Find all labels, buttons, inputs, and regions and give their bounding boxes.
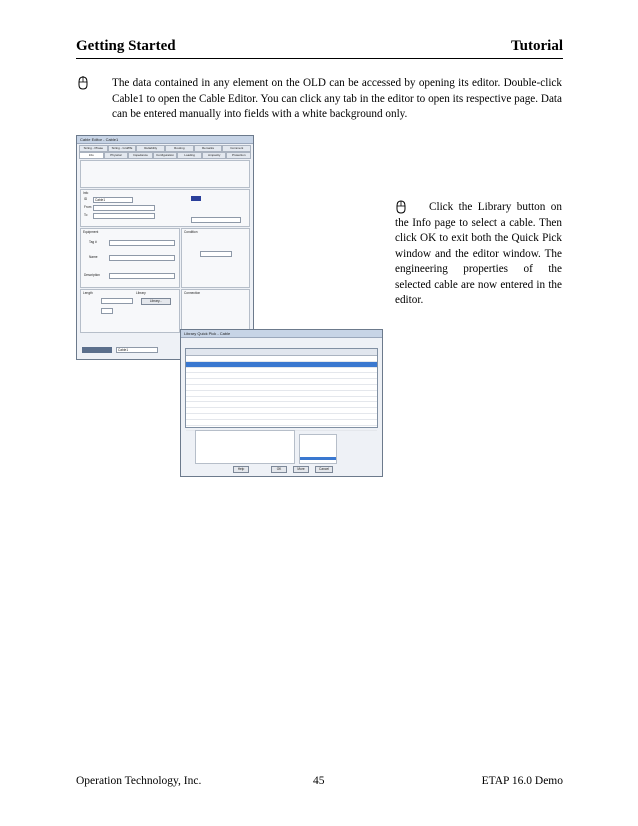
tab-sizing-grd[interactable]: Sizing - Grd/PE bbox=[108, 145, 137, 152]
more-button[interactable]: More bbox=[293, 466, 309, 473]
equipment-panel bbox=[80, 228, 180, 288]
cable-icon bbox=[191, 196, 201, 201]
tag-label: Tag # bbox=[89, 240, 97, 244]
footer-company: Operation Technology, Inc. bbox=[76, 775, 202, 787]
size-list-selected[interactable] bbox=[300, 457, 336, 460]
editor-toolbar-icons[interactable] bbox=[82, 347, 112, 353]
cable-editor-title: Cable Editor - Cable1 bbox=[77, 136, 253, 144]
id-value: Cable1 bbox=[95, 198, 106, 202]
tab-protection[interactable]: Protection bbox=[226, 152, 251, 159]
cable-summary-panel bbox=[80, 160, 250, 188]
library-button[interactable]: Library... bbox=[141, 298, 171, 305]
tab-ampacity[interactable]: Ampacity bbox=[202, 152, 227, 159]
length-label: Length bbox=[83, 291, 93, 295]
help-button[interactable]: Help bbox=[233, 466, 249, 473]
from-select[interactable] bbox=[93, 205, 155, 211]
cable-library-table[interactable] bbox=[185, 348, 378, 428]
page-number: 45 bbox=[313, 775, 325, 787]
footer-product: ETAP 16.0 Demo bbox=[481, 775, 563, 787]
tab-physical[interactable]: Physical bbox=[104, 152, 129, 159]
cable-editor-screenshot bbox=[76, 135, 254, 360]
library-instructions-paragraph bbox=[395, 200, 562, 309]
tab-info[interactable]: Info bbox=[79, 152, 104, 159]
cancel-button[interactable]: Cancel bbox=[315, 466, 333, 473]
tab-configuration[interactable]: Configuration bbox=[153, 152, 178, 159]
revision-field[interactable] bbox=[191, 217, 241, 223]
impedance-list[interactable] bbox=[195, 430, 295, 464]
tab-routing[interactable]: Routing bbox=[165, 145, 194, 152]
connection-panel bbox=[181, 289, 250, 333]
size-list[interactable] bbox=[299, 434, 337, 464]
quick-pick-title: Library Quick Pick - Cable bbox=[181, 330, 382, 338]
state-select[interactable] bbox=[200, 251, 232, 257]
ok-button[interactable]: OK bbox=[271, 466, 287, 473]
tab-impedance[interactable]: Impedance bbox=[128, 152, 153, 159]
library-quick-pick-screenshot bbox=[180, 329, 383, 477]
intro-paragraph: The data contained in any element on the OLD can be accessed by opening its editor. Double-click Cable1 to open the Cable Editor. You can click any tab in the editor to open its respective page. Data can be entered manually into fields with a white background only. bbox=[112, 77, 562, 120]
equipment-label: Equipment bbox=[83, 230, 99, 234]
connection-label: Connection bbox=[184, 291, 201, 295]
mouse-icon bbox=[78, 76, 88, 90]
info-panel bbox=[80, 189, 250, 227]
from-label: From bbox=[84, 205, 92, 209]
to-select[interactable] bbox=[93, 213, 155, 219]
tab-sizing-phase[interactable]: Sizing - Phase bbox=[79, 145, 108, 152]
element-select[interactable] bbox=[116, 347, 158, 353]
tag-field[interactable] bbox=[109, 240, 175, 246]
header-chapter-title: Tutorial bbox=[511, 38, 563, 54]
tab-reliability[interactable]: Reliability bbox=[136, 145, 165, 152]
header-section-title: Getting Started bbox=[76, 38, 176, 54]
description-field[interactable] bbox=[109, 273, 175, 279]
condition-label: Condition bbox=[184, 230, 198, 234]
tab-comment[interactable]: Comment bbox=[222, 145, 251, 152]
length-panel bbox=[80, 289, 180, 333]
description-label: Description bbox=[84, 273, 100, 277]
element-select-value: Cable1 bbox=[118, 348, 129, 352]
name-label: Name bbox=[89, 255, 98, 259]
to-label: To bbox=[84, 213, 88, 217]
page-header bbox=[76, 38, 563, 59]
info-label: Info bbox=[83, 191, 89, 195]
id-label: ID bbox=[84, 197, 88, 201]
library-instructions-text: Click the Library button on the Info page to select a cable. Then click OK to exit both the Quick Pick window and the editor window. The engineering properties of the selected cable are now entered in the editor. bbox=[395, 201, 562, 306]
tolerance-field[interactable] bbox=[101, 308, 113, 314]
condition-panel bbox=[181, 228, 250, 288]
table-header bbox=[186, 349, 377, 356]
tab-loading[interactable]: Loading bbox=[177, 152, 202, 159]
id-field[interactable] bbox=[93, 197, 133, 203]
library-label: Library bbox=[136, 291, 146, 295]
name-field[interactable] bbox=[109, 255, 175, 261]
tab-remarks[interactable]: Remarks bbox=[194, 145, 223, 152]
length-field[interactable] bbox=[101, 298, 133, 304]
